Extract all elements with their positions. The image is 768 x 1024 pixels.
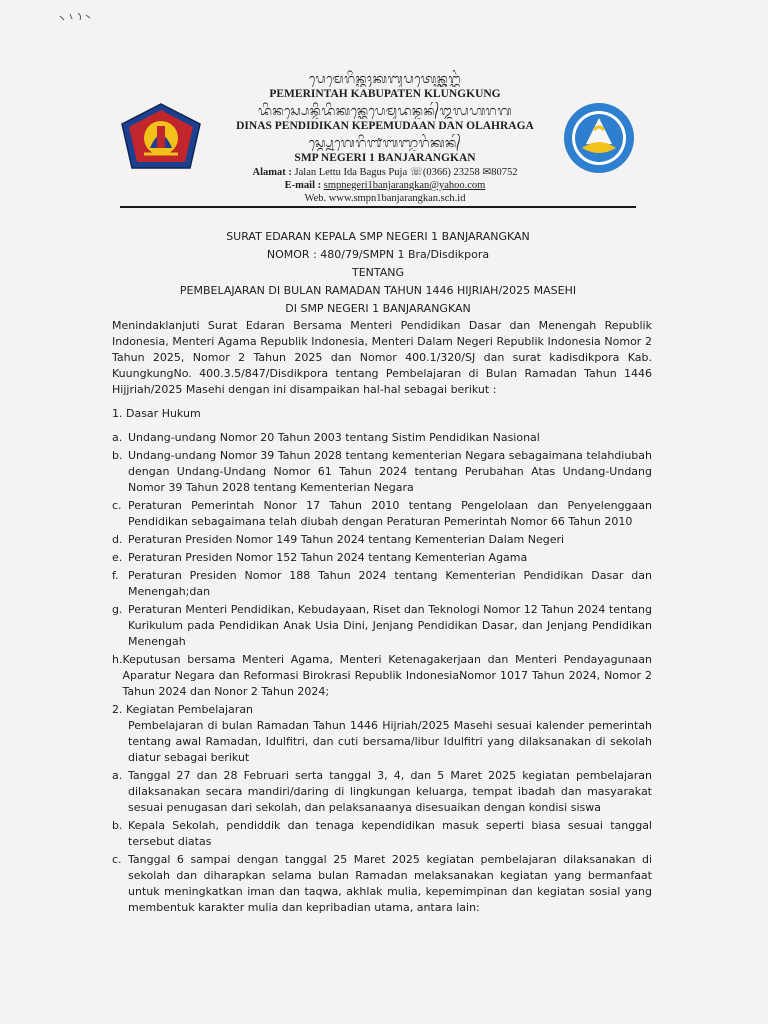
list-marker: g. bbox=[112, 603, 123, 616]
list-item bbox=[112, 602, 652, 650]
list-item bbox=[112, 532, 652, 548]
subject-line-1: PEMBELAJARAN DI BULAN RAMADAN TAHUN 1446 HIJRIAH/2025 MASEHI bbox=[179, 284, 577, 297]
title-line-1: SURAT EDARAN KEPALA SMP NEGERI 1 BANJARANGKAN bbox=[226, 230, 530, 243]
list-text: Keputusan bersama Menteri Agama, Menteri Ketenagakerjaan dan Menteri Pendayagunaan Aparatur Negara dan Reformasi Birokrasi Republik IndonesiaNomor 1017 Tahun 2024, Nomor 2 Tahun 2024 dan Nonor 2 Tahun 2024; bbox=[122, 653, 652, 698]
list-marker: b. bbox=[112, 819, 123, 832]
list-marker: f. bbox=[112, 569, 119, 582]
section-heading-legal-basis: 1. Dasar Hukum bbox=[112, 407, 201, 420]
list-marker: c. bbox=[112, 853, 122, 866]
letter-title bbox=[120, 228, 636, 318]
subject-line-2: DI SMP NEGERI 1 BANJARANGKAN bbox=[285, 302, 471, 315]
phone-icon: ☏ bbox=[409, 167, 423, 178]
website-line: Web. www.smpn1banjarangkan.sch.id bbox=[304, 193, 466, 204]
tut-wuri-handayani-emblem-icon bbox=[560, 100, 638, 176]
section-heading-learning-activities: 2. Kegiatan Pembelajaran bbox=[112, 703, 254, 716]
list-item bbox=[112, 430, 652, 446]
list-marker: c. bbox=[112, 499, 122, 512]
pen-mark bbox=[58, 10, 98, 28]
school-name: SMP NEGERI 1 BANJARANGKAN bbox=[294, 152, 476, 164]
list-text: Peraturan Presiden Nomor 188 Tahun 2024 tentang Kementerian Pendidikan Dasar dan Menengah;dan bbox=[128, 569, 652, 598]
list-marker: a. bbox=[112, 431, 123, 444]
letter-number: NOMOR : 480/79/SMPN 1 Bra/Disdikpora bbox=[266, 248, 490, 261]
list-text: Peraturan Menteri Pendidikan, Kebudayaan, Riset dan Teknologi Nomor 12 Tahun 2024 tentang Kurikulum pada Pendidikan Anak Usia Dini, Jenjang Pendidikan Dasar, dan Jenjang Pendidikan Menengah bbox=[128, 603, 652, 648]
list-marker: a. bbox=[112, 769, 123, 782]
list-item bbox=[112, 818, 652, 850]
postal-code: 80752 bbox=[491, 167, 518, 178]
list-item bbox=[112, 768, 652, 816]
list-text: Peraturan Pemerintah Nonor 17 Tahun 2010 tentang Pengelolaan dan Penyelenggaan Pendidikan sebagaimana telah diubah dengan Peraturan Pemerintah Nomor 66 Tahun 2010 bbox=[128, 499, 652, 528]
address-line bbox=[200, 166, 570, 179]
list-text: Peraturan Presiden Nomor 149 Tahun 2024 tentang Kementerian Dalam Negeri bbox=[128, 533, 565, 546]
title-line-about: TENTANG bbox=[351, 266, 405, 279]
list-item bbox=[112, 448, 652, 496]
balinese-script-government: ᬧᬾᬫᬾᬭᬶᬦ᭄ᬢᬄᬓᬩᬸᬧᬢᬾᬦ᭄ᬓ᭄ᬮᬸᬗ᭄ᬓᬸᬂ bbox=[308, 71, 462, 86]
address-label: Alamat : bbox=[252, 167, 295, 178]
government-name: PEMERINTAH KABUPATEN KLUNGKUNG bbox=[269, 88, 501, 100]
klungkung-emblem-icon bbox=[120, 102, 202, 170]
list-marker: b. bbox=[112, 449, 123, 462]
email-label: E-mail : bbox=[284, 180, 324, 191]
learning-activities-paragraph: Pembelajaran di bulan Ramadan Tahun 1446 Hijriah/2025 Masehi sesuai kalender pemerintah tentang awal Ramadan, Idulfitri, dan cuti bersama/libur Idulfitri yang dilaksanakan di sekolah diatur sebagai berikut bbox=[128, 719, 652, 764]
list-text: Undang-undang Nomor 39 Tahun 2028 tentang kementerian Negara sebagaimana telahdiubah dengan Undang-Undang Nomor 61 Tahun 2024 tentang Perubahan Atas Undang-Undang Nomor 39 Tahun 2028 tentang Kementerian Negara bbox=[128, 449, 652, 494]
letter-body bbox=[112, 318, 652, 918]
letterhead bbox=[200, 70, 570, 205]
list-marker: d. bbox=[112, 533, 123, 546]
legal-basis-list bbox=[112, 430, 652, 700]
list-item bbox=[112, 550, 652, 566]
list-marker: h. bbox=[112, 653, 123, 666]
phone-number: (0366) 23258 bbox=[422, 167, 480, 178]
list-item bbox=[112, 852, 652, 916]
email-line bbox=[200, 179, 570, 192]
intro-paragraph: Menindaklanjuti Surat Edaran Bersama Menteri Pendidikan Dasar dan Menengah Republik Indonesia, Menteri Agama Republik Indonesia, Menteri Dalam Negeri Republik Indonesia Nomor 2 Tahun 2025, Nomor 2 Tahun 2025 dan Nomor 400.1/320/SJ dan surat kadisdikpora Kab. KuungkungNo. 400.3.5/847/Disdikpora tentang Pembelajaran di Bulan Ramadan Tahun 1446 Hijjriah/2025 Masehi dengan ini disampaikan hal-hal sebagai berikut : bbox=[112, 319, 652, 396]
address-text: Jalan Lettu Ida Bagus Puja bbox=[294, 167, 408, 178]
balinese-script-school: ᬲ᭄ᬫ᭄ᬧ᭄ᬦᬾᬕᬾᬭᬶ᭑ᬩᬜ᭄ᬚᬭᬂᬓᬦ᭄ bbox=[308, 135, 462, 150]
list-item bbox=[112, 652, 652, 700]
balinese-script-department: ᬤᬶᬦᬲ᭄ᬧᬾᬦ᭄ᬤᬶᬤᬶᬓᬦ᭄ᬓᬾᬧᬾᬫᬸᬤᬦ᭄ᬤᬦ᭄ᬑᬮᬳᬭᬕ bbox=[258, 103, 512, 118]
list-text: Peraturan Presiden Nomor 152 Tahun 2024 tentang Kementerian Agama bbox=[128, 551, 528, 564]
list-text: Kepala Sekolah, pendiddik dan tenaga kependidikan masuk seperti biasa sesuai tanggal tersebut diatas bbox=[128, 819, 652, 848]
list-item bbox=[112, 498, 652, 530]
department-name: DINAS PENDIDIKAN KEPEMUDAAN DAN OLAHRAGA bbox=[236, 120, 534, 132]
list-text: Tanggal 6 sampai dengan tanggal 25 Maret 2025 kegiatan pembelajaran dilaksanakan di sekolah dan diharapkan selama bulan Ramadan melaksanakan kegiatan yang bermanfaat untuk meningkatkan iman dan taqwa, akhlak mulia, kepemimpinan dan kegiatan sosial yang membentuk karakter mulia dan kepribadian utama, antara lain: bbox=[128, 853, 652, 914]
list-item bbox=[112, 568, 652, 600]
list-text: Tanggal 27 dan 28 Februari serta tanggal 3, 4, dan 5 Maret 2025 kegiatan pembelajaran dilaksanakan secara mandiri/daring di lingkungan keluarga, tempat ibadah dan masyarakat sesuai penugasan dari sekolah, dan pelaksanaanya disesuaikan dengan kondisi siswa bbox=[128, 769, 652, 814]
envelope-icon: ✉ bbox=[482, 167, 492, 178]
email-link[interactable]: smpnegeri1banjarangkan@yahoo.com bbox=[323, 180, 486, 191]
letterhead-divider bbox=[120, 206, 636, 208]
list-marker: e. bbox=[112, 551, 123, 564]
list-text: Undang-undang Nomor 20 Tahun 2003 tentang Sistim Pendidikan Nasional bbox=[128, 431, 540, 444]
activities-list bbox=[112, 768, 652, 916]
